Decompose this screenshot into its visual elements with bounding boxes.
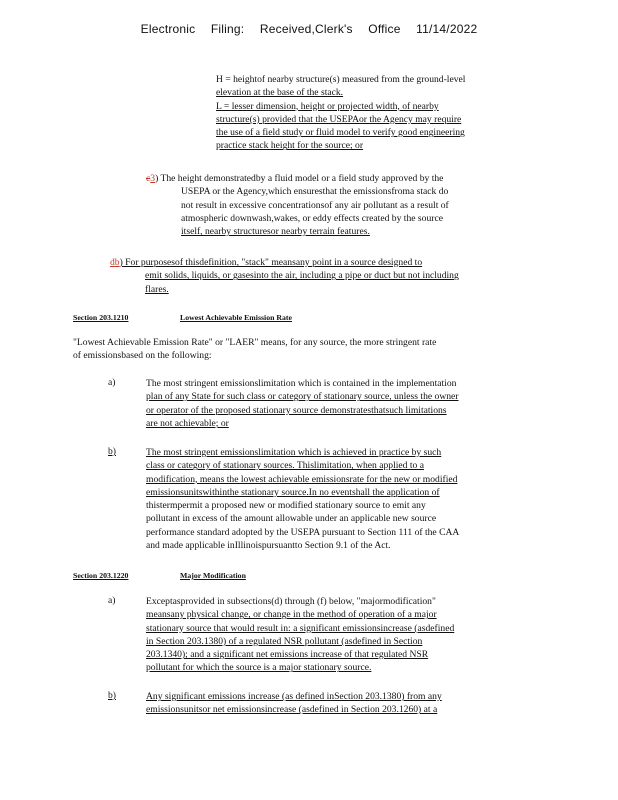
- laer-b-line: modification, means the lowest achievable emissionsrate for the new or modified: [146, 473, 458, 485]
- item-a-label: a): [108, 377, 116, 388]
- def-l-line: structure(s) provided that the USEPAor the Agency may require: [216, 113, 462, 125]
- item-e-line: ) The height demonstratedby a fluid model or a field study approved by the: [155, 173, 444, 184]
- laer-a-line: or operator of the proposed stationary source demonstratesthatsuch limitations: [146, 404, 447, 416]
- intro-line: of emissionsbased on the following:: [73, 350, 212, 362]
- section-1210-intro: [73, 336, 436, 363]
- item-e-marker-struck: c: [146, 173, 151, 184]
- section-1220-title: Major Modification: [180, 571, 246, 580]
- major-mod-item-a: [146, 595, 454, 675]
- item-d-line: emit solids, liquids, or gasesinto the air, including a pipe or duct but not including: [145, 270, 459, 282]
- laer-b-line: performance standard adopted by the USEPA pursuant to Section 111 of the CAA: [146, 526, 460, 538]
- mod-a-line: stationary source that would result in: a significant emissionsincrease (asdefined: [146, 622, 455, 634]
- section-1210-number: Section 203.1210: [73, 313, 129, 322]
- header-electronic: Electronic: [140, 22, 196, 36]
- mod-a-line: 203.1340); and a significant net emissions increase of that regulated NSR: [146, 649, 429, 661]
- item-a-label: a): [108, 595, 116, 606]
- mod-a-line: in Section 203.1380) of a regulated NSR pollutant (asdefined in Section: [146, 635, 423, 647]
- laer-b-line: and made applicable inIllinoispursuantto Section 9.1 of the Act.: [146, 540, 391, 552]
- def-l-line: practice stack height for the source; or: [216, 140, 364, 152]
- item-e-line: atmospheric downwash,wakes, or eddy effects created by the source: [181, 212, 443, 224]
- item-d-line: ) For purposesof thisdefinition, "stack" meansany point in a source designed to: [119, 257, 423, 268]
- laer-b-line: emissionsunitswithinthe stationary source.In no eventshall the application of: [146, 486, 440, 498]
- item-e-line: not result in excessive concentrationsof any air pollutant as a result of: [181, 199, 449, 211]
- item-d-marker: db: [110, 257, 120, 268]
- major-mod-item-b: [146, 690, 442, 717]
- laer-a-line: plan of any State for such class or category of stationary source, unless the owner: [146, 391, 459, 403]
- definition-h-l: [216, 73, 465, 153]
- filing-header: [0, 22, 618, 36]
- section-1210-title: Lowest Achievable Emission Rate: [180, 313, 292, 322]
- laer-b-line: class or category of stationary sources. Thislimitation, when applied to a: [146, 460, 424, 472]
- laer-item-a: [146, 377, 459, 430]
- item-e-line: itself, nearby structuresor nearby terrain features.: [181, 226, 370, 238]
- item-e-line: USEPA or the Agency,which ensuresthat the emissionsfroma stack do: [181, 186, 449, 198]
- item-d-line: flares.: [145, 283, 169, 295]
- item-b-label: b): [108, 446, 116, 457]
- laer-b-line: thistermpermit a proposed new or modified stationary source to emit any: [146, 500, 426, 512]
- header-office: Office: [368, 22, 401, 36]
- header-received: Received,Clerk's: [259, 22, 353, 36]
- item-e-paragraph: [146, 172, 449, 238]
- item-d-paragraph: [110, 256, 459, 296]
- laer-b-line: pollutant in excess of the amount allowable under an applicable new source: [146, 513, 437, 525]
- laer-a-line: are not achievable; or: [146, 417, 229, 429]
- laer-item-b: [146, 446, 459, 552]
- header-date: 11/14/2022: [416, 22, 478, 36]
- def-l-line: the use of a field study or fluid model to verify good engineering: [216, 127, 465, 139]
- def-l-line: L = lesser dimension, height or projected width, of nearby: [216, 100, 439, 112]
- mod-b-line: emissionsunitsor net emissionsincrease (asdefined in Section 203.1260) at a: [146, 704, 438, 716]
- mod-a-line: pollutant for which the source is a major stationary source.: [146, 662, 372, 674]
- header-filing: Filing:: [210, 22, 245, 36]
- section-1220-number: Section 203.1220: [73, 571, 129, 580]
- item-e-marker-new: 3: [150, 173, 156, 184]
- laer-b-line: The most stringent emissionslimitation which is achieved in practice by such: [146, 447, 442, 458]
- item-b-label: b): [108, 690, 116, 701]
- laer-a-line: The most stringent emissionslimitation which is contained in the implementation: [146, 378, 457, 389]
- intro-line: "Lowest Achievable Emission Rate" or "LAER" means, for any source, the more stringent rate: [73, 337, 437, 348]
- mod-a-line: meansany physical change, or change in the method of operation of a major: [146, 609, 437, 621]
- mod-a-line: Exceptasprovided in subsections(d) through (f) below, "majormodification": [146, 596, 436, 607]
- mod-b-line: Any significant emissions increase (as defined inSection 203.1380) from any: [146, 691, 442, 702]
- def-h-line: elevation at the base of the stack.: [216, 87, 344, 99]
- def-h-line: H = heightof nearby structure(s) measured from the ground-level: [216, 74, 466, 85]
